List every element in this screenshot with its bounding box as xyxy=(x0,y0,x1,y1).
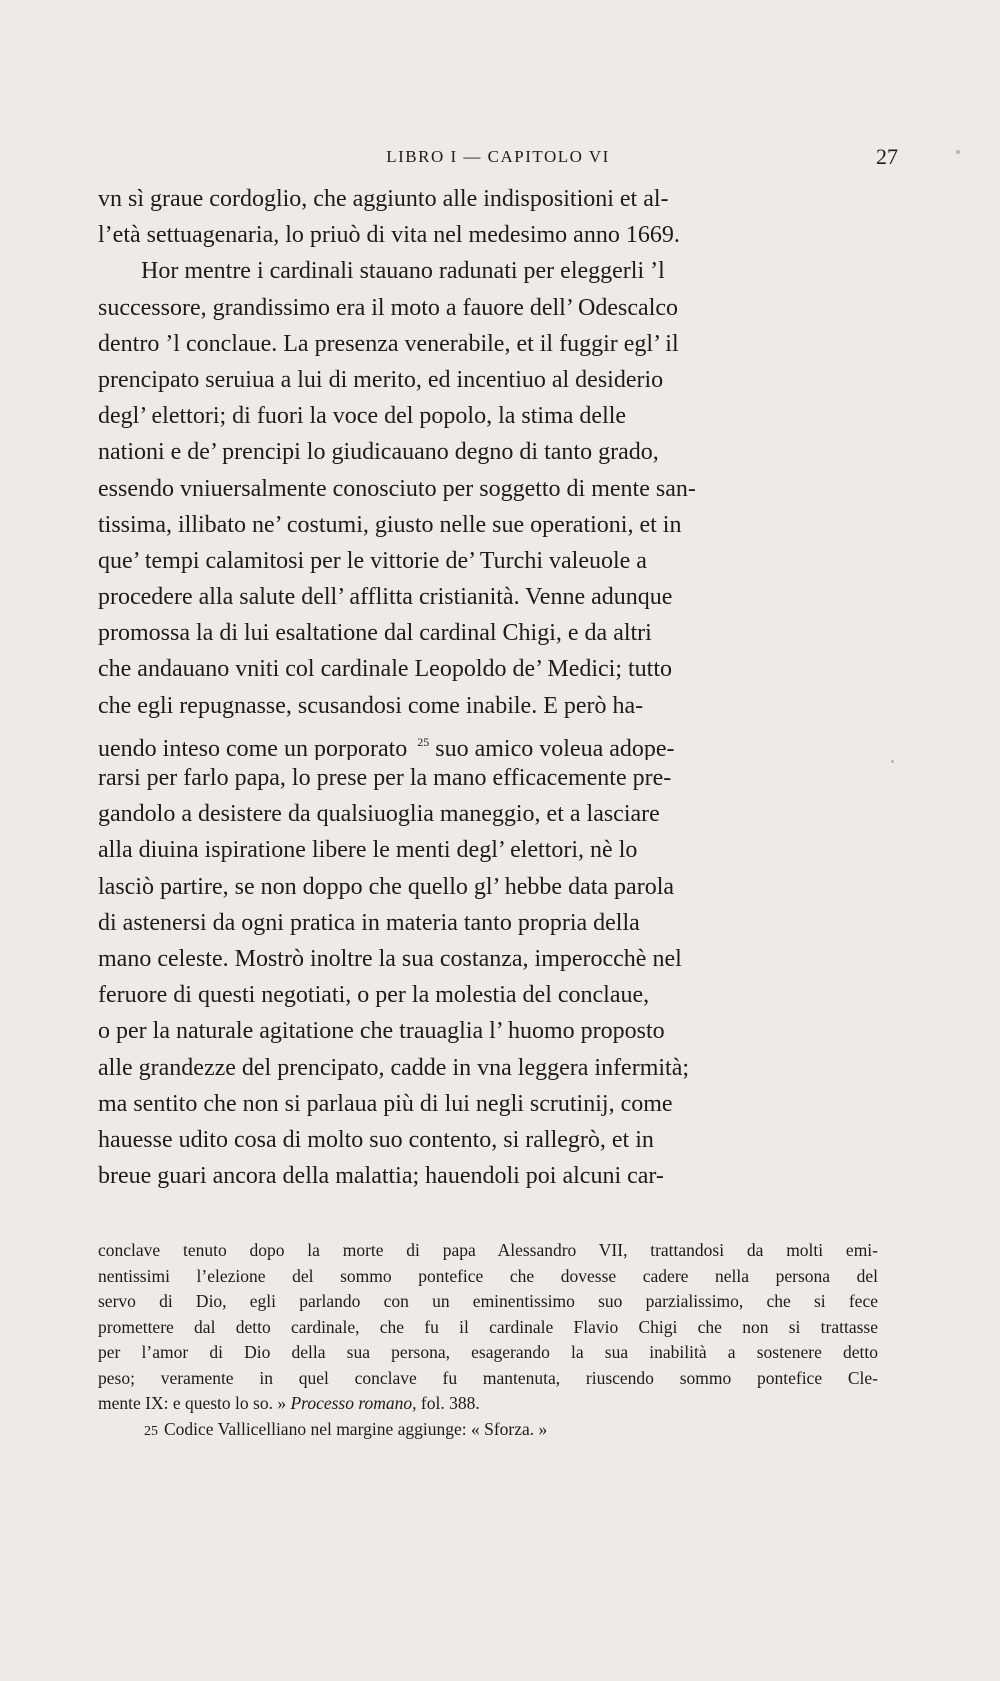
text-segment: uendo inteso come un porporato xyxy=(98,735,408,760)
text-line: di astenersi da ogni pratica in materia tanto propria della xyxy=(98,909,640,936)
text-line: que’ tempi calamitosi per le vittorie de’ Turchi valeuole a xyxy=(98,547,647,574)
text-line: Hor mentre i cardinali stauano radunati per eleggerli ’l xyxy=(141,258,665,285)
text-line: ma sentito che non si parlaua più di lui negli scrutinij, come xyxy=(98,1090,673,1117)
text-line: che andauano vniti col cardinale Leopoldo de’ Medici; tutto xyxy=(98,656,673,683)
footnote-25 xyxy=(98,1417,878,1443)
footnote-line: servo di Dio, egli parlando con un eminentissimo suo parzialissimo, che si fece xyxy=(98,1291,878,1311)
text-line: mano celeste. Mostrò inoltre la sua costanza, imperocchè nel xyxy=(98,945,682,972)
text-line: vn sì graue cordoglio, che aggiunto alle indispositioni et al- xyxy=(98,186,669,212)
text-line: degl’ elettori; di fuori la voce del popolo, la stima delle xyxy=(98,403,627,430)
text-line-with-footnote-ref xyxy=(98,724,878,760)
source-title: Processo romano, xyxy=(290,1393,417,1413)
scan-speck xyxy=(956,150,960,154)
footnote-text: Codice Vallicelliano nel margine aggiunge: « Sforza. » xyxy=(164,1418,548,1439)
footnote-line: nentissimi l’elezione del sommo pontefice che dovesse cadere nella persona del xyxy=(98,1265,878,1286)
page-number: 27 xyxy=(876,144,898,169)
footnote-reference: 25 xyxy=(417,734,430,749)
text-line: gandolo a desistere da qualsiuoglia maneggio, et a lasciare xyxy=(98,801,660,828)
text-line: successore, grandissimo era il moto a fauore dell’ Odescalco xyxy=(98,294,679,321)
footnote-line: peso; veramente in quel conclave fu mantenuta, riuscendo sommo pontefice Cle- xyxy=(98,1367,878,1388)
text-line: tissima, illibato ne’ costumi, giusto nelle sue operationi, et in xyxy=(98,511,682,538)
text-line: alla diuina ispiratione libere le menti degl’ elettori, nè lo xyxy=(98,837,638,864)
scan-speck xyxy=(891,760,894,763)
text-line: o per la naturale agitatione che trauaglia l’ huomo proposto xyxy=(98,1018,665,1045)
footnote-number: 25 xyxy=(144,1423,158,1439)
footnote-text: fol. 388. xyxy=(420,1393,480,1413)
text-line: procedere alla salute dell’ afflitta cristianità. Venne adunque xyxy=(98,584,673,611)
text-line: rarsi per farlo papa, lo prese per la mano efficacemente pre- xyxy=(98,765,672,791)
footnote-line: promettere dal detto cardinale, che fu il cardinale Flavio Chigi che non si trattasse xyxy=(98,1316,878,1337)
footnotes xyxy=(98,1238,878,1442)
footnote-line: conclave tenuto dopo la morte di papa Alessandro VII, trattandosi da molti emi- xyxy=(98,1240,878,1260)
text-line: dentro ’l conclaue. La presenza venerabile, et il fuggir egl’ il xyxy=(98,330,679,357)
text-line: lasciò partire, se non doppo che quello gl’ hebbe data parola xyxy=(98,873,675,900)
running-title: LIBRO I — CAPITOLO VI xyxy=(386,147,610,166)
text-line: nationi e de’ prencipi lo giudicauano degno di tanto grado, xyxy=(98,439,659,466)
text-line: promossa la di lui esaltatione dal cardinal Chigi, e da altri xyxy=(98,620,652,647)
text-line: breue guari ancora della malattia; hauendoli poi alcuni car- xyxy=(98,1163,664,1190)
text-line: l’età settuagenaria, lo priuò di vita nel medesimo anno 1669. xyxy=(98,222,680,249)
text-line: prencipato seruiua a lui di merito, ed incentiuo al desiderio xyxy=(98,366,664,393)
text-line: hauesse udito cosa di molto suo contento, si rallegrò, et in xyxy=(98,1126,654,1153)
text-line: feruore di questi negotiati, o per la molestia del conclaue, xyxy=(98,982,650,1009)
text-segment: suo amico voleua adope- xyxy=(435,735,675,760)
footnote-line xyxy=(98,1391,878,1417)
text-line: che egli repugnasse, scusandosi come inabile. E però ha- xyxy=(98,692,644,719)
body-text xyxy=(98,181,878,1194)
text-line: alle grandezze del prencipato, cadde in vna leggera infermità; xyxy=(98,1054,690,1081)
footnote-line: per l’amor di Dio della sua persona, esagerando la sua inabilità a sostenere detto xyxy=(98,1342,878,1362)
text-line: essendo vniuersalmente conosciuto per soggetto di mente san- xyxy=(98,475,696,502)
running-head xyxy=(98,142,898,172)
footnote-text: mente IX: e questo lo so. » xyxy=(98,1393,287,1413)
